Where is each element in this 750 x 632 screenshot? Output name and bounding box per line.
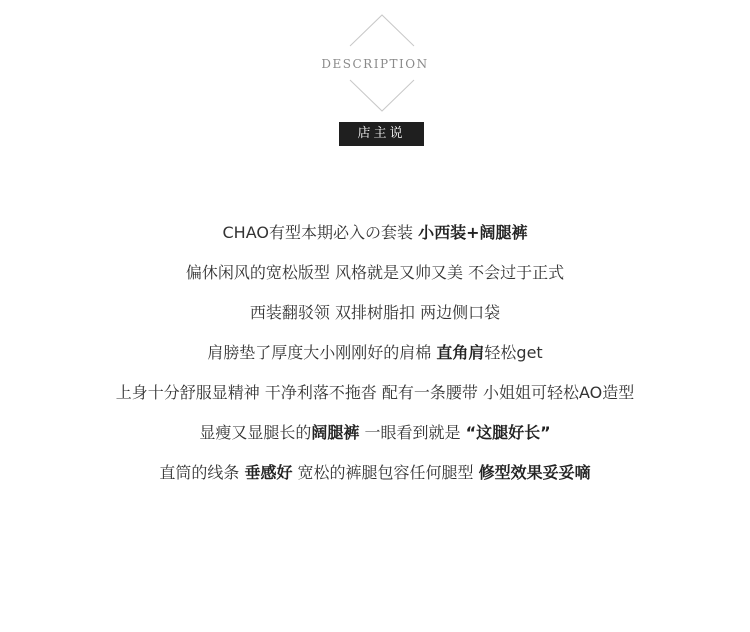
description-text-block <box>0 221 750 501</box>
body-text: 一眼看到就是 <box>359 423 466 442</box>
highlight-text: 阔腿裤 <box>311 423 360 442</box>
description-line <box>0 301 750 341</box>
ornament-top-chevron <box>350 15 414 46</box>
description-line <box>0 381 750 421</box>
shopkeeper-says-badge: 店主说 <box>339 122 424 146</box>
body-text: 肩膀垫了厚度大小刚刚好的肩棉 <box>207 343 437 362</box>
description-line <box>0 421 750 461</box>
body-text: 偏休闲风的宽松版型 风格就是又帅又美 不会过于正式 <box>185 263 565 282</box>
description-line <box>0 461 750 501</box>
description-line <box>0 341 750 381</box>
description-line <box>0 261 750 301</box>
body-text: 西装翻驳领 双排树脂扣 两边侧口袋 <box>249 303 501 322</box>
highlight-text: 直角肩 <box>436 343 485 362</box>
highlight-text: 小西装+阔腿裤 <box>418 223 528 242</box>
description-line <box>0 221 750 261</box>
section-heading: DESCRIPTION <box>321 57 429 71</box>
body-text: 直筒的线条 <box>159 463 245 482</box>
highlight-text: 修型效果妥妥嘀 <box>478 463 591 482</box>
body-text: 上身十分舒服显精神 干净利落不拖沓 配有一条腰带 小姐姐可轻松AO造型 <box>115 383 635 402</box>
highlight-text: 垂感好 <box>244 463 293 482</box>
ornament-bottom-chevron <box>350 80 414 111</box>
body-text: CHAO有型本期必入の套装 <box>222 223 419 242</box>
highlight-text: “这腿好长” <box>465 423 551 442</box>
body-text: 宽松的裤腿包容任何腿型 <box>292 463 479 482</box>
body-text: 显瘦又显腿长的 <box>199 423 312 442</box>
body-text: 轻松get <box>484 343 543 362</box>
